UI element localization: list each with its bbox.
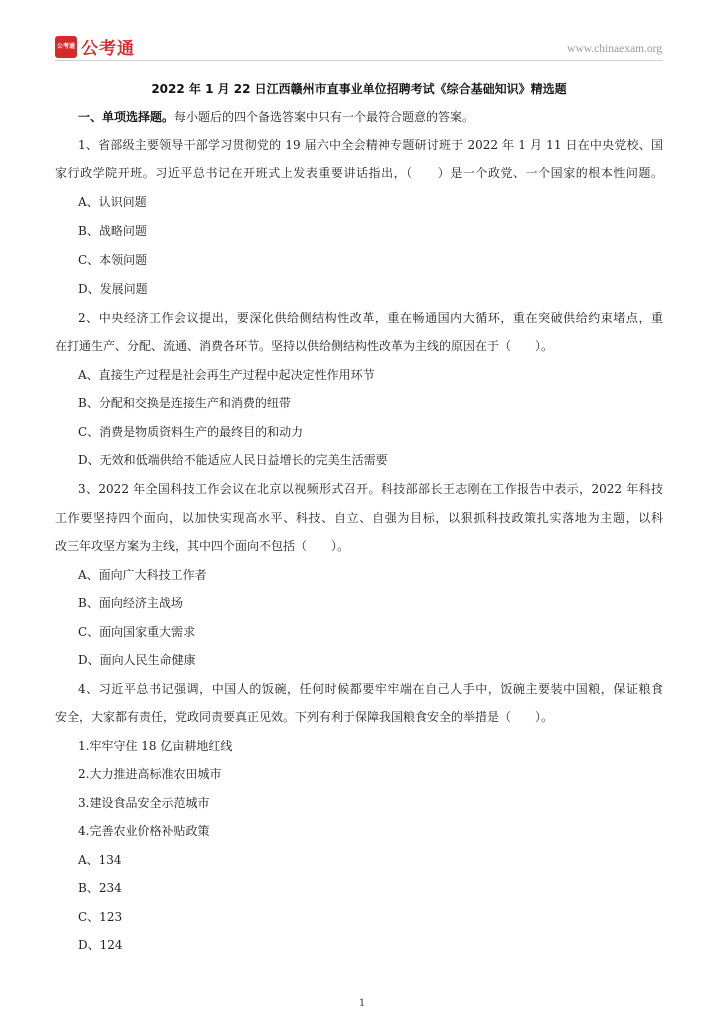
section-instruction: 每小题后的四个备选答案中只有一个最符合题意的答案。	[174, 110, 475, 124]
question-4-stem-line-1: 4、习近平总书记强调，中国人的饭碗，任何时候都要牢牢端在自己人手中，饭碗主要装中国粮，保证粮食	[78, 682, 663, 696]
question-1-option-a: A、认识问题	[78, 195, 147, 209]
question-3-option-d: D、面向人民生命健康	[78, 653, 196, 667]
question-4-option-c: C、123	[78, 910, 123, 924]
page-header	[55, 34, 662, 60]
question-2-option-a: A、直接生产过程是社会再生产过程中起决定性作用环节	[78, 368, 375, 382]
question-1-option-b: B、战略问题	[78, 224, 147, 238]
question-4-item-2: 2.大力推进高标准农田城市	[78, 767, 222, 781]
question-3-option-b: B、面向经济主战场	[78, 596, 183, 610]
question-4-stem-line-2: 安全，大家都有责任，党政同责要真正见效。下列有利于保障我国粮食安全的举措是（ ）。	[55, 710, 554, 724]
section-heading	[78, 108, 474, 125]
page-number: 1	[358, 998, 366, 1009]
question-3-stem-line-1: 3、2022 年全国科技工作会议在北京以视频形式召开。科技部部长王志刚在工作报告中表示，2022 年科技	[78, 482, 663, 496]
question-2-option-b: B、分配和交换是连接生产和消费的纽带	[78, 396, 291, 410]
question-1-stem-line-1: 1、省部级主要领导干部学习贯彻党的 19 届六中全会精神专题研讨班于 2022 年 1 月 11 日在中央党校、国	[78, 138, 663, 152]
question-3-option-a: A、面向广大科技工作者	[78, 568, 207, 582]
question-3-option-c: C、面向国家重大需求	[78, 625, 196, 639]
question-4-option-d: D、124	[78, 938, 123, 952]
question-2-option-c: C、消费是物质资料生产的最终目的和动力	[78, 425, 304, 439]
question-4-item-4: 4.完善农业价格补贴政策	[78, 824, 210, 838]
question-2-option-d: D、无效和低端供给不能适应人民日益增长的完美生活需要	[78, 453, 388, 467]
brand-logo[interactable]	[55, 34, 135, 59]
question-2-stem-line-2: 在打通生产、分配、流通、消费各环节。坚持以供给侧结构性改革为主线的原因在于（ ）。	[55, 339, 554, 353]
question-1-stem-line-2: 家行政学院开班。习近平总书记在开班式上发表重要讲话指出，（ ）是一个政党、一个国家的根本性问题。	[55, 166, 663, 180]
section-label: 一、单项选择题。	[78, 110, 175, 124]
question-3-stem-line-3: 改三年攻坚方案为主线，其中四个面向不包括（ ）。	[55, 539, 350, 553]
logo-badge-icon: 公考通	[55, 36, 77, 58]
question-1-option-d: D、发展问题	[78, 282, 148, 296]
site-url-link[interactable]: www.chinaexam.org	[567, 43, 662, 55]
question-4-option-b: B、234	[78, 881, 122, 895]
question-4-option-a: A、134	[78, 853, 122, 867]
header-divider	[55, 60, 663, 61]
question-1-option-c: C、本领问题	[78, 253, 148, 267]
document-title: 2022 年 1 月 22 日江西赣州市直事业单位招聘考试《综合基础知识》精选题	[151, 82, 567, 96]
question-2-stem-line-1: 2、中央经济工作会议提出，要深化供给侧结构性改革，重在畅通国内大循环，重在突破供给约束堵点，重	[78, 311, 663, 325]
logo-text: 公考通	[81, 39, 135, 59]
question-4-item-3: 3.建设食品安全示范城市	[78, 796, 210, 810]
question-4-item-1: 1.牢牢守住 18 亿亩耕地红线	[78, 739, 233, 753]
question-3-stem-line-2: 工作要坚持四个面向，以加快实现高水平、科技、自立、自强为目标，以狠抓科技政策扎实落地为主题，以科	[55, 511, 663, 525]
